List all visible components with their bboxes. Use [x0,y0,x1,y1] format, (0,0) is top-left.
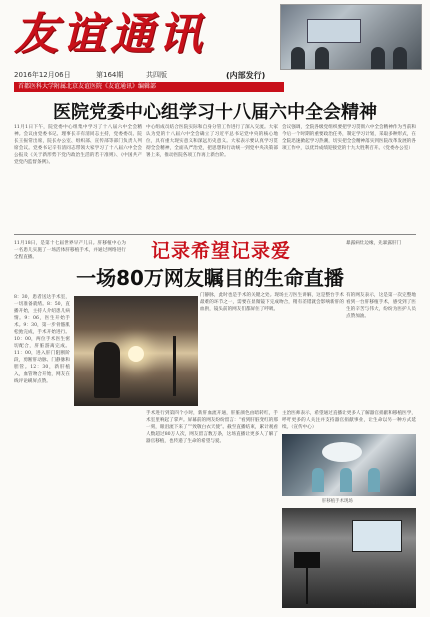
photo-caption: 肝移植手术现场 [322,499,353,504]
article2-intro-right: 暴露病灶边缘，先暴露肝门 [346,241,402,246]
doctor-silhouette [340,468,352,492]
person-silhouette [291,47,305,69]
internal-release: (内部发行) [226,71,266,80]
editorial-banner: 首都医科大学附属北京友谊医院《友谊通讯》编辑部 [14,82,284,92]
article2-intro-left: 11月18日，是第十七届世界早产儿日。肝移植中心为一名患儿实施了一场活体肝移植手术，并通过网络进行全程直播。 [14,241,126,260]
article2-right-column-mid: 有的网友表示，这是第一次完整地看到一台肝移植手术，感受到了医生的辛苦与伟大，纷纷为医护人员点赞加油。 [346,293,416,319]
issue-number: 第164期 [96,71,124,79]
article2-middle-column-bottom: 手术进行到第四个小时，新肝血流开通，肝脏颜色由暗转红，手术室里响起了掌声。屏幕前的网友纷纷留言：“看到肝脏变红的那一刻，眼泪流下来了”“致敬白衣天使”。截至直播结束，累计观看人数超过80万人次，网友留言数万条，这场直播让更多人了解了器官移植，也传递了生命的希望与爱。 [146,411,278,444]
operating-room-photo [282,434,416,496]
article1-column-2: 中心组成员结合医院实际和自身分管工作进行了深入交流。大家认为党的十八届六中全会确立了习近平总书记党中央的核心地位，具有重大现实意义和深远历史意义。大家表示要认真学习贯彻全会精神，全面从严治党，把思想和行动统一到党中央决策部署上来，推动医院各项工作再上新台阶。 [146,125,278,158]
masthead-title: 友谊通讯 [14,9,206,60]
person-silhouette [371,47,385,69]
person-silhouette [393,47,407,69]
person-silhouette [315,47,329,69]
issue-date: 2016年12月06日 [14,71,71,79]
equipment-stand [173,336,176,396]
article2-timeline-column: 8：30，患者送达手术室，一切准备就绪。8：50，直播开始，主持人介绍患儿病情。9：06，医生开始手术。9：30，第一步骨骼肌松弛完成，手术开始进行。10：00，两位手术医生密切配合，肝脏游离完成。11：00，进入肝门阻断阶段，剪断肝动脉、门静脉和胆管。12：30，新肝植入，血管吻合开始，网友在线评论刷屏点赞。 [14,295,70,384]
article2-middle-column-top: 门静脉，此时也是手术的关键之处。现场主刀医生讲解，这是整台手术最难的环节之一，需要在显微镜下完成吻合，稍有差错就会影响新肝的血供，镜头前的网友们都屏住了呼吸。 [200,293,344,312]
headline-hope-love: 记录希望记录爱 [150,240,291,262]
meeting-screen [307,19,361,43]
issue-pages: 共四版 [146,71,167,79]
operating-lamp [322,442,362,462]
masthead-photo [280,4,422,70]
surgeon-silhouette [94,342,120,398]
surgical-light [128,346,144,362]
monitor-screen [352,520,402,552]
article1-column-3: 会议强调，全院各级党组织要把学习贯彻六中全会精神作为当前和今后一个时期的重要政治任务，制定学习计划，采取多种形式，在全院迅速掀起学习热潮，切实把全会精神落实到医院改革发展的各项工作中，以优异成绩迎接党的十九大胜利召开。（党委办公室） [282,125,416,151]
editor-credit: 责任编辑 肖俊 杨波 摄影 [361,601,412,606]
article2-right-column-bottom: 主治医师表示，希望通过直播让更多人了解器官捐献和移植医学，呼吁更多的人关注并支持器官捐献事业，让生命以另一种方式延续。（宣传中心） [282,411,416,430]
headline-live-broadcast: 一场80万网友瞩目的生命直播 [76,266,344,290]
surgery-backlit-photo [74,296,198,406]
doctor-silhouette [312,468,324,492]
doctor-silhouette [368,468,380,492]
masthead [14,4,274,66]
video-camera [294,552,320,568]
camera-tripod [306,568,308,604]
broadcast-room-photo [282,508,416,608]
section-divider [14,234,416,235]
article1-column-1: 11月1日下午，院党委中心组集中学习了十八届六中全会精神。会议由党委书记、理事长辛有清同志主持，党委委员、院长王振常出席，院长办公室、组织部、宣传部等部门负责人列席会议。党委书记辛有清同志带领大家学习了十八届六中全会公报及《关于新形势下党内政治生活的若干准则》、《中国共产党党内监督条例》。 [14,125,142,165]
headline-party-study: 医院党委中心组学习十八届六中全会精神 [53,102,377,123]
